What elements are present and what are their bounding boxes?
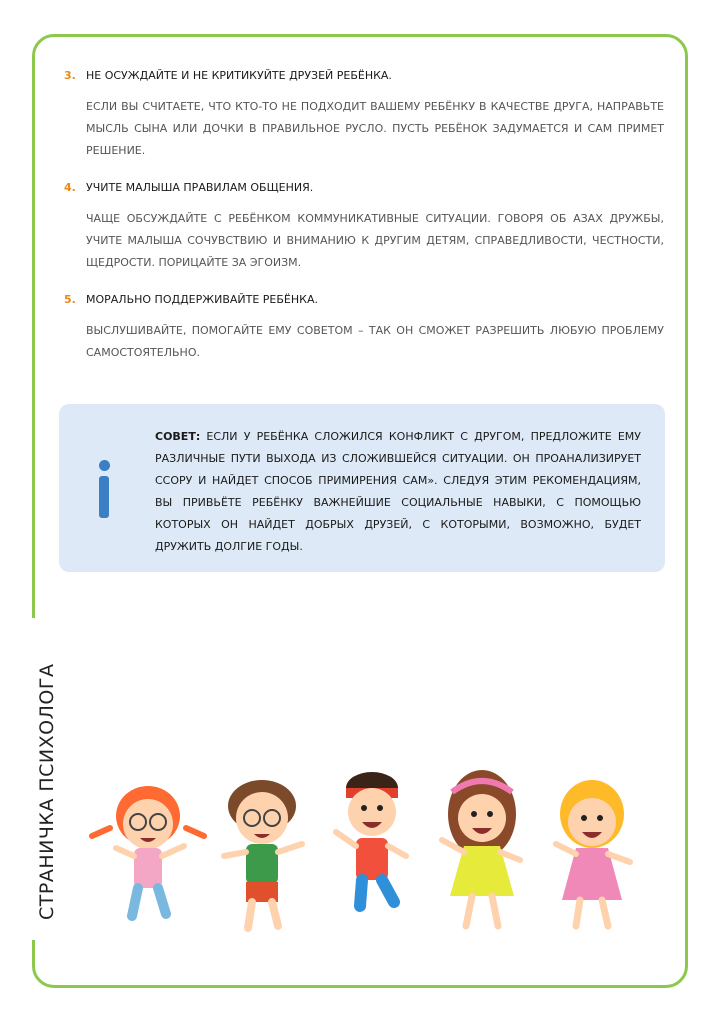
info-icon — [97, 460, 111, 522]
advice-item-4 — [64, 178, 664, 274]
advice-body: ЧАЩЕ ОБСУЖДАЙТЕ С РЕБЁНКОМ КОММУНИКАТИВНЫЕ СИТУАЦИИ. ГОВОРЯ ОБ АЗАХ ДРУЖБЫ, УЧИТЕ МАЛЫША СОЧУВСТВИЮ И ВНИМАНИЮ К ДРУГИМ ДЕТЯМ, СПРАВЕДЛИВОСТИ, ЧЕСТНОСТИ, ЩЕДРОСТИ. ПОРИЦАЙТЕ ЗА ЭГОИЗМ. — [86, 212, 664, 269]
tip-body: ЕСЛИ У РЕБЁНКА СЛОЖИЛСЯ КОНФЛИКТ С ДРУГОМ, ПРЕДЛОЖИТЕ ЕМУ РАЗЛИЧНЫЕ ПУТИ ВЫХОДА ИЗ СЛОЖИВШЕЙСЯ СИТУАЦИИ. ОН ПРОАНАЛИЗИРУЕТ ССОРУ И НАЙДЕТ СПОСОБ ПРИМИРЕНИЯ САМ». СЛЕДУЯ ЭТИМ РЕКОМЕНДАЦИЯМ, ВЫ ПРИВЬЁТЕ РЕБЁНКУ ВАЖНЕЙШИЕ СОЦИАЛЬНЫЕ НАВЫКИ, С ПОМОЩЬЮ КОТОРЫХ ОН НАЙДЕТ ДОБРЫХ ДРУЗЕЙ, С КОТОРЫМИ, ВОЗМОЖНО, БУДЕТ ДРУЖИТЬ ДОЛГИЕ ГОДЫ. — [155, 430, 642, 553]
advice-heading — [64, 290, 664, 310]
advice-number: 5. — [64, 293, 76, 306]
tip-label: СОВЕТ: — [155, 430, 201, 443]
advice-heading — [64, 66, 664, 86]
advice-body: ВЫСЛУШИВАЙТЕ, ПОМОГАЙТЕ ЕМУ СОВЕТОМ – ТАК ОН СМОЖЕТ РАЗРЕШИТЬ ЛЮБУЮ ПРОБЛЕМУ САМОСТОЯТЕЛЬНО. — [86, 324, 664, 359]
side-title: СТРАНИЧКА ПСИХОЛОГА — [36, 663, 58, 920]
advice-item-3 — [64, 66, 664, 162]
advice-title: НЕ ОСУЖДАЙТЕ И НЕ КРИТИКУЙТЕ ДРУЗЕЙ РЕБЁНКА. — [86, 69, 392, 82]
tip-text — [155, 426, 641, 558]
kid-1-figure — [92, 786, 204, 916]
advice-number: 3. — [64, 69, 76, 82]
advice-number: 4. — [64, 181, 76, 194]
kid-4-figure — [442, 770, 520, 926]
advice-body: ЕСЛИ ВЫ СЧИТАЕТЕ, ЧТО КТО-ТО НЕ ПОДХОДИТ ВАШЕМУ РЕБЁНКУ В КАЧЕСТВЕ ДРУГА, НАПРАВЬТЕ МЫСЛЬ СЫНА ИЛИ ДОЧКИ В ПРАВИЛЬНОЕ РУСЛО. ПУСТЬ РЕБЁНОК ЗАДУМАЕТСЯ И САМ ПРИМЕТ РЕШЕНИЕ. — [86, 100, 664, 157]
kid-3-figure — [336, 772, 406, 906]
advice-heading — [64, 178, 664, 198]
kid-2-figure — [224, 780, 302, 928]
advice-title: МОРАЛЬНО ПОДДЕРЖИВАЙТЕ РЕБЁНКА. — [86, 293, 318, 306]
tip-box — [59, 404, 665, 572]
advice-title: УЧИТЕ МАЛЫША ПРАВИЛАМ ОБЩЕНИЯ. — [86, 181, 314, 194]
kid-5-figure — [556, 780, 630, 926]
children-illustration — [80, 756, 660, 946]
advice-list — [64, 66, 664, 380]
advice-item-5 — [64, 290, 664, 364]
